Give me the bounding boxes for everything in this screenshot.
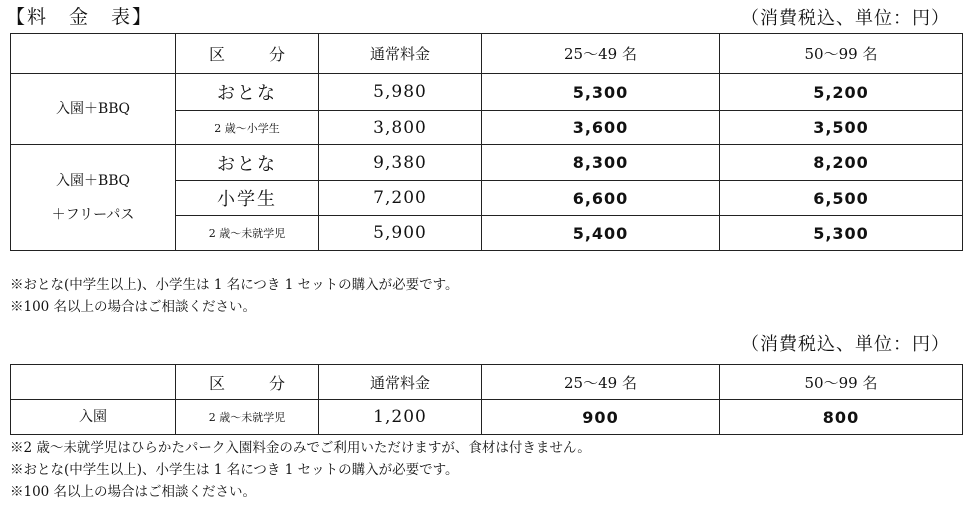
header-row — [11, 365, 963, 400]
table-row — [11, 145, 963, 181]
price-table-bbq — [10, 33, 963, 251]
normal-price-cell: 5,900 — [319, 216, 482, 251]
header-normal-price: 通常料金 — [319, 34, 482, 74]
header-kubun: 区 分 — [176, 365, 319, 400]
header-empty-cell — [11, 365, 176, 400]
tax-unit-note: （消費税込、単位：円） — [741, 8, 950, 29]
group-25-49-price-cell: 8,300 — [482, 145, 720, 181]
group-25-49-price-cell: 3,600 — [482, 111, 720, 145]
note-line: ※おとな(中学生以上)、小学生は 1 名につき 1 セットの購入が必要です。 — [10, 277, 459, 293]
header-group-25-49: 25～49 名 — [482, 34, 720, 74]
group-50-99-price-cell: 5,300 — [720, 216, 963, 251]
header-group-50-99: 50～99 名 — [720, 34, 963, 74]
note-line: ※2 歳～未就学児はひらかたパーク入園料金のみでご利用いただけますが、食材は付きません。 — [10, 440, 591, 456]
group-50-99-price-cell: 8,200 — [720, 145, 963, 181]
category-cell: おとな — [176, 145, 319, 181]
category-cell: おとな — [176, 74, 319, 111]
group-label-line2: ＋フリーパス — [51, 206, 135, 223]
normal-price-cell: 7,200 — [319, 181, 482, 216]
header-group-50-99: 50～99 名 — [720, 365, 963, 400]
table-row — [11, 74, 963, 111]
header-kubun: 区 分 — [176, 34, 319, 74]
group-25-49-price-cell: 6,600 — [482, 181, 720, 216]
note-line: ※おとな(中学生以上)、小学生は 1 名につき 1 セットの購入が必要です。 — [10, 462, 459, 478]
price-table-entry — [10, 364, 963, 435]
header-empty-cell — [11, 34, 176, 74]
group-50-99-price-cell: 5,200 — [720, 74, 963, 111]
header-row — [11, 34, 963, 74]
note-line: ※100 名以上の場合はご相談ください。 — [10, 484, 257, 500]
normal-price-cell: 1,200 — [319, 400, 482, 435]
group-label-bbq-freepass — [11, 145, 176, 251]
group-label-entry: 入園 — [11, 400, 176, 435]
group-50-99-price-cell: 800 — [720, 400, 963, 435]
group-50-99-price-cell: 3,500 — [720, 111, 963, 145]
group-label-line1: 入園＋BBQ — [55, 172, 131, 189]
group-50-99-price-cell: 6,500 — [720, 181, 963, 216]
header-group-25-49: 25～49 名 — [482, 365, 720, 400]
header-normal-price: 通常料金 — [319, 365, 482, 400]
notes-table2 — [10, 437, 591, 503]
group-25-49-price-cell: 5,400 — [482, 216, 720, 251]
price-table-heading: 【料 金 表】 — [6, 6, 154, 28]
category-cell: 小学生 — [176, 181, 319, 216]
notes-table1 — [10, 274, 459, 318]
normal-price-cell: 9,380 — [319, 145, 482, 181]
group-label-bbq: 入園＋BBQ — [11, 74, 176, 145]
category-cell: 2 歳～未就学児 — [176, 400, 319, 435]
note-line: ※100 名以上の場合はご相談ください。 — [10, 299, 257, 315]
group-25-49-price-cell: 5,300 — [482, 74, 720, 111]
category-cell: 2 歳～小学生 — [176, 111, 319, 145]
group-25-49-price-cell: 900 — [482, 400, 720, 435]
category-cell: 2 歳～未就学児 — [176, 216, 319, 251]
normal-price-cell: 3,800 — [319, 111, 482, 145]
normal-price-cell: 5,980 — [319, 74, 482, 111]
table-row — [11, 400, 963, 435]
tax-unit-note-2: （消費税込、単位：円） — [741, 334, 950, 355]
